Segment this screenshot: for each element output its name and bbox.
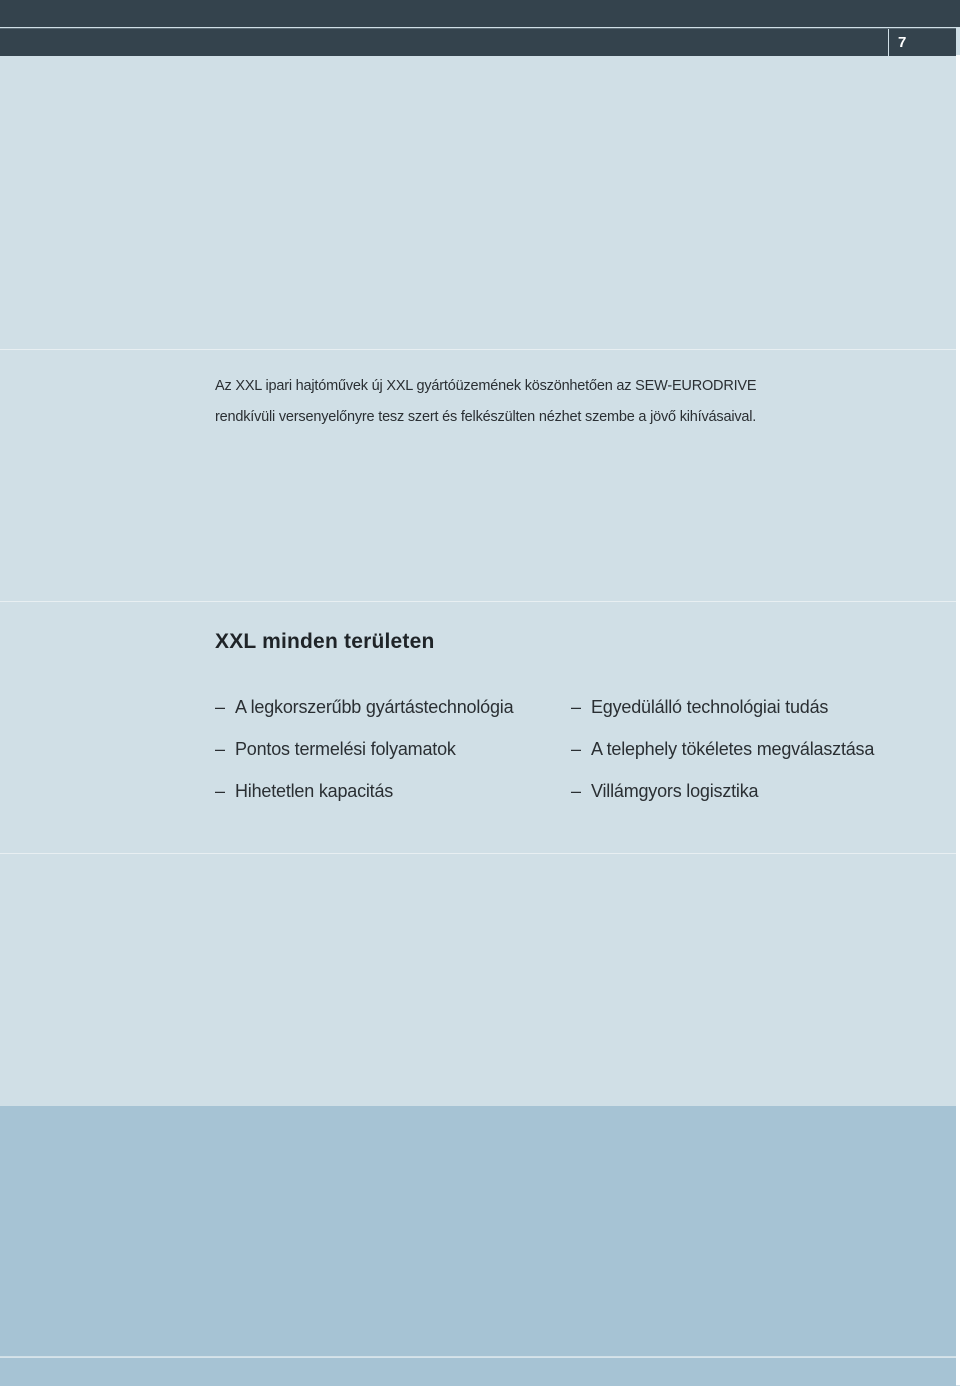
list-item-text: A legkorszerűbb gyártástechnológia (235, 697, 514, 717)
list-item (571, 732, 874, 774)
bullet-dash: – (215, 781, 225, 801)
page-number: 7 (888, 29, 956, 56)
list-item-text: A telephely tökéletes megválasztása (591, 739, 875, 759)
section-title: XXL minden területen (215, 630, 435, 653)
top-band (0, 0, 960, 27)
bullet-dash: – (571, 697, 581, 717)
bullet-dash: – (215, 697, 225, 717)
list-item-text: Egyedülálló technológiai tudás (591, 697, 829, 717)
header-bar (0, 28, 956, 56)
list-item (571, 774, 874, 816)
list-item (215, 690, 513, 732)
section-divider-2 (0, 601, 956, 602)
bullet-dash: – (571, 739, 581, 759)
bullet-dash: – (215, 739, 225, 759)
intro-line-2: rendkívüli versenyelőnyre tesz szert és felkészülten nézhet szembe a jövő kihívásaival. (215, 409, 757, 425)
feature-list-left (215, 690, 513, 816)
list-item-text: Hihetetlen kapacitás (235, 781, 394, 801)
bullet-dash: – (571, 781, 581, 801)
right-edge (956, 55, 960, 1385)
feature-list-right (571, 690, 874, 816)
list-item (215, 732, 513, 774)
bottom-strip (0, 1357, 956, 1386)
list-item-text: Villámgyors logisztika (591, 781, 759, 801)
bottom-color-block (0, 1106, 956, 1356)
list-item (571, 690, 874, 732)
section-divider-3 (0, 853, 956, 854)
intro-line-1: Az XXL ipari hajtóművek új XXL gyártóüzemének köszönhetően az SEW-EURODRIVE (215, 378, 757, 394)
section-divider-1 (0, 349, 956, 350)
list-item-text: Pontos termelési folyamatok (235, 739, 456, 759)
list-item (215, 774, 513, 816)
intro-paragraph (215, 371, 855, 433)
